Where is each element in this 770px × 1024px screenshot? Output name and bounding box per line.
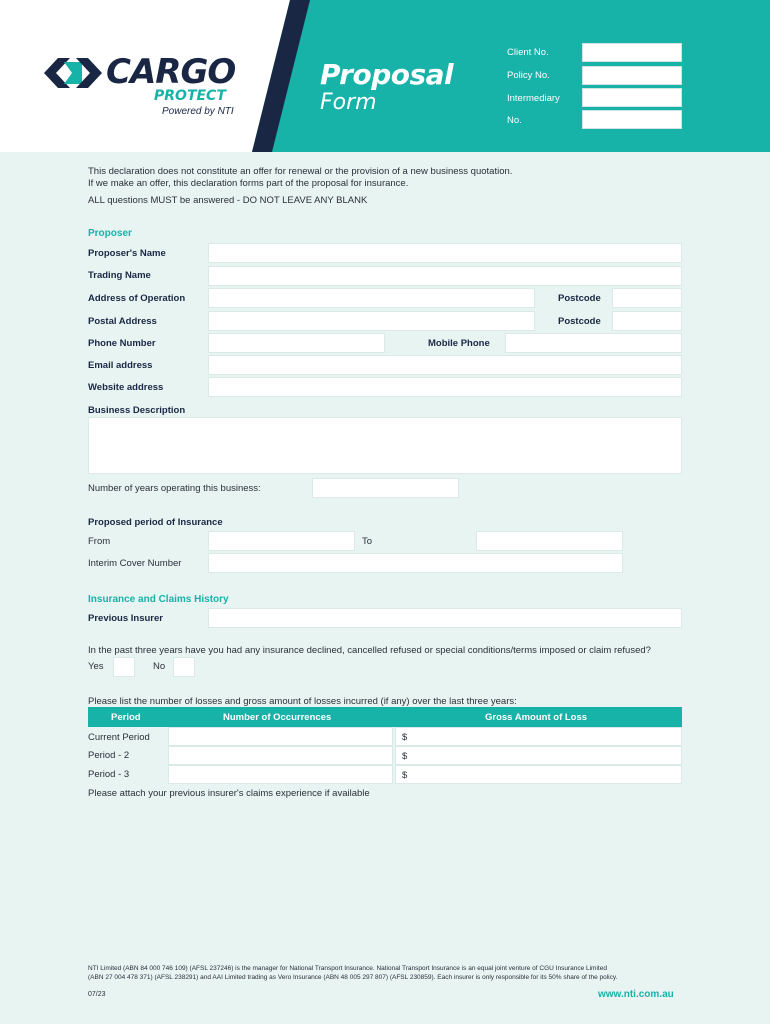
interim-cover-label: Interim Cover Number <box>88 558 182 569</box>
address-of-operation-label: Address of Operation <box>88 293 186 304</box>
legal-disclaimer <box>88 964 682 982</box>
no-checkbox[interactable] <box>173 657 195 677</box>
mobile-phone-field[interactable] <box>505 333 682 353</box>
email-address-label: Email address <box>88 360 153 371</box>
logo-subtitle: PROTECT <box>154 88 226 104</box>
currency-symbol: $ <box>402 751 408 762</box>
currency-symbol: $ <box>402 732 408 743</box>
occurrences-field-current[interactable] <box>168 727 393 746</box>
proposers-name-field[interactable] <box>208 243 682 263</box>
no-label: No <box>153 661 166 672</box>
gross-loss-field-current[interactable] <box>395 727 682 746</box>
losses-table-header <box>88 707 682 727</box>
row-period-label: Period - 2 <box>88 750 130 761</box>
legal-line-2: (ABN 27 004 478 371) (AFSL 238291) and AAI Limited trading as Vero Insurance (ABN 48 005 297 807) (AFSL 230859). Each insurer is only responsible for its 50% share of the policy. <box>88 974 618 981</box>
gross-loss-column-header: Gross Amount of Loss <box>485 712 588 723</box>
website-address-field[interactable] <box>208 377 682 397</box>
phone-number-field[interactable] <box>208 333 385 353</box>
interim-cover-field[interactable] <box>208 553 623 573</box>
client-no-field[interactable] <box>582 43 682 62</box>
logo-wordmark: CARGO <box>106 52 236 92</box>
postal-address-label: Postal Address <box>88 316 157 327</box>
client-no-label: Client No. <box>507 47 549 58</box>
occurrences-field-period-2[interactable] <box>168 746 393 765</box>
intro-warning: ALL questions MUST be answered - DO NOT LEAVE ANY BLANK <box>88 195 368 206</box>
gross-loss-field-period-2[interactable] <box>395 746 682 765</box>
occurrences-column-header: Number of Occurrences <box>223 712 332 723</box>
from-date-field[interactable] <box>208 531 355 551</box>
from-label: From <box>88 536 111 547</box>
row-period-label: Period - 3 <box>88 769 130 780</box>
proposer-section-title: Proposer <box>88 228 132 239</box>
period-column-header: Period <box>111 712 141 723</box>
policy-no-label: Policy No. <box>507 70 550 81</box>
address-postcode-field[interactable] <box>612 288 682 308</box>
address-of-operation-field[interactable] <box>208 288 535 308</box>
row-period-label: Current Period <box>88 732 150 743</box>
intro-line-1: This declaration does not constitute an offer for renewal or the provision of a new business quotation. <box>88 166 513 177</box>
postal-address-field[interactable] <box>208 311 535 331</box>
currency-symbol: $ <box>402 770 408 781</box>
postal-postcode-label: Postcode <box>558 316 601 327</box>
intermediary-no-label: No. <box>507 115 522 126</box>
yes-label: Yes <box>88 661 104 672</box>
postcode-label: Postcode <box>558 293 601 304</box>
occurrences-field-period-3[interactable] <box>168 765 393 784</box>
declined-question: In the past three years have you had any insurance declined, cancelled refused or special conditions/terms imposed or claim refused? <box>88 645 651 656</box>
intro-line-2: If we make an offer, this declaration forms part of the proposal for insurance. <box>88 178 409 189</box>
intermediary-no-field[interactable] <box>582 110 682 129</box>
losses-intro: Please list the number of losses and gross amount of losses incurred (if any) over the last three years: <box>88 696 517 707</box>
attach-note: Please attach your previous insurer's claims experience if available <box>88 788 370 799</box>
period-section-title: Proposed period of Insurance <box>88 517 223 528</box>
postal-postcode-field[interactable] <box>612 311 682 331</box>
phone-number-label: Phone Number <box>88 338 156 349</box>
intermediary-field[interactable] <box>582 88 682 107</box>
powered-by-text: Powered by NTI <box>162 106 234 117</box>
website-link[interactable]: www.nti.com.au <box>598 989 674 1000</box>
website-address-label: Website address <box>88 382 164 393</box>
gross-loss-field-period-3[interactable] <box>395 765 682 784</box>
chevron-logo-icon <box>44 58 102 88</box>
intermediary-label: Intermediary <box>507 93 560 104</box>
legal-line-1: NTI Limited (ABN 84 000 746 109) (AFSL 237246) is the manager for National Transport Insurance. National Transport Insurance is an equal joint venture of CGU Insurance Limited <box>88 965 607 972</box>
years-operating-field[interactable] <box>312 478 459 498</box>
previous-insurer-field[interactable] <box>208 608 682 628</box>
form-subtitle: Form <box>320 90 377 115</box>
header-banner <box>0 0 770 152</box>
mobile-phone-label: Mobile Phone <box>428 338 490 349</box>
email-address-field[interactable] <box>208 355 682 375</box>
trading-name-field[interactable] <box>208 266 682 286</box>
yes-checkbox[interactable] <box>113 657 135 677</box>
policy-no-field[interactable] <box>582 66 682 85</box>
business-description-label: Business Description <box>88 405 186 416</box>
trading-name-label: Trading Name <box>88 270 151 281</box>
cargo-protect-logo <box>44 52 244 126</box>
previous-insurer-label: Previous Insurer <box>88 613 163 624</box>
to-date-field[interactable] <box>476 531 623 551</box>
to-label: To <box>362 536 373 547</box>
years-operating-label: Number of years operating this business: <box>88 483 261 494</box>
proposers-name-label: Proposer's Name <box>88 248 166 259</box>
form-title: Proposal <box>320 58 454 91</box>
business-description-field[interactable] <box>88 417 682 474</box>
history-section-title: Insurance and Claims History <box>88 594 229 605</box>
version-date: 07/23 <box>88 991 106 998</box>
